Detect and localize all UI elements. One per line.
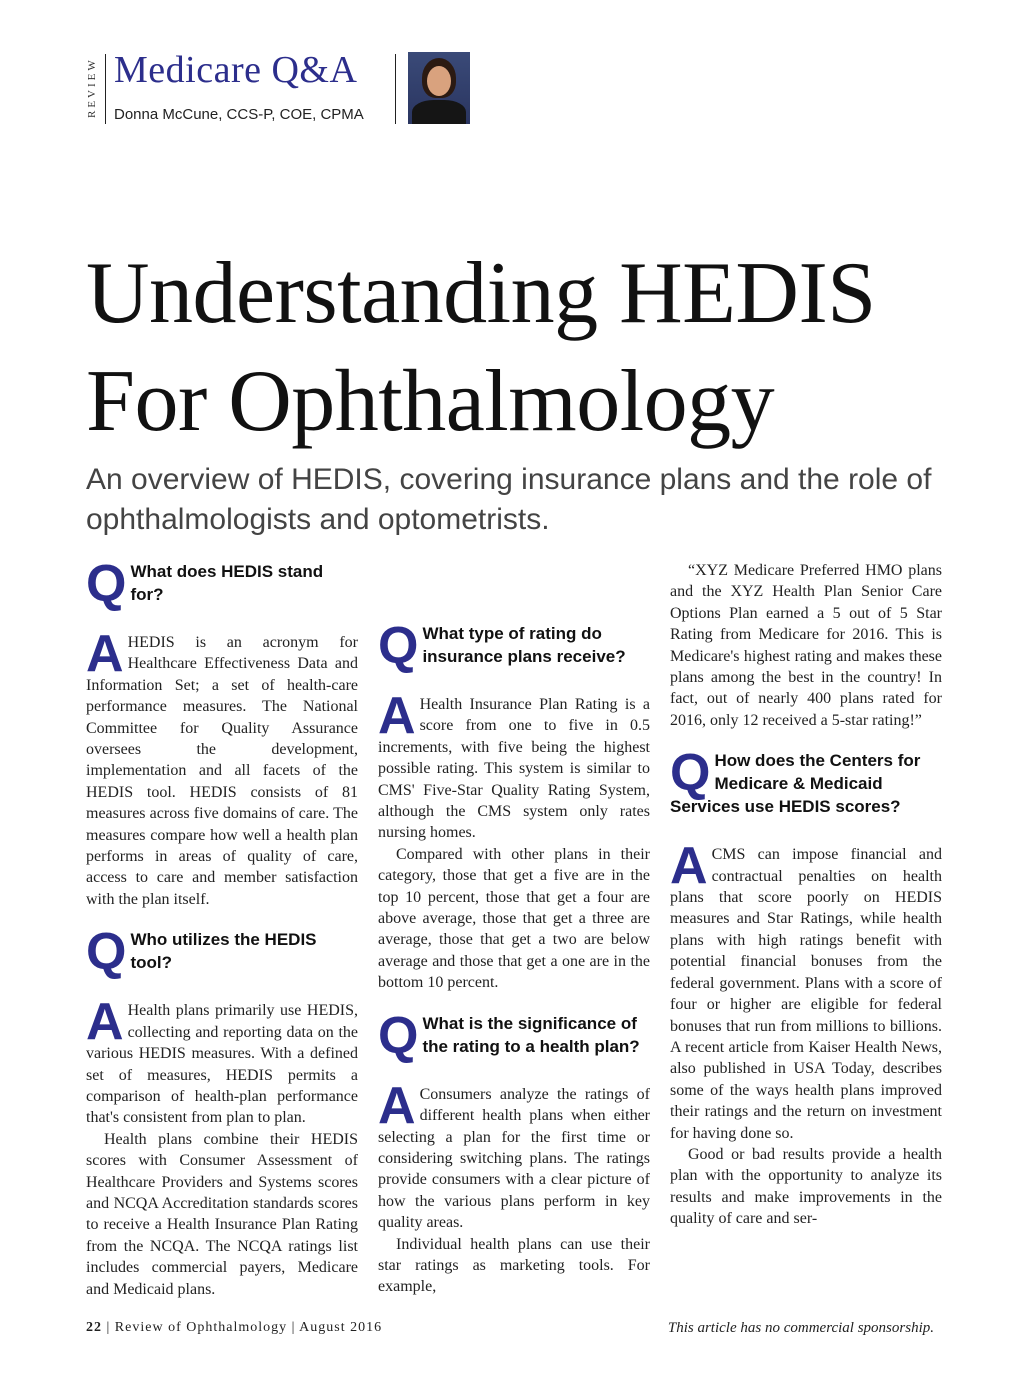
- header-divider: [105, 54, 106, 124]
- q-drop-letter: Q: [86, 923, 127, 982]
- question-text: How does the Centers for Medicare & Medicaid Services use HEDIS scores?: [670, 751, 921, 817]
- question-4: [378, 1006, 650, 1065]
- headline-line-1: Understanding HEDIS: [86, 245, 876, 342]
- question-2: [86, 923, 358, 982]
- q-drop-letter: Q: [86, 555, 127, 613]
- question-text: What is the significance of the rating to a health plan?: [422, 1013, 640, 1056]
- header-divider-right: [395, 54, 396, 124]
- question-1: [86, 555, 358, 613]
- answer-text: Consumers analyze the ratings of different health plans when either selecting a plan for the first time or considering switching plans. The ratings provide consumers with a clear picture of how the various plans perform in key quality areas.: [378, 1085, 650, 1232]
- publication-line: | Review of Ophthalmology | August 2016: [106, 1320, 383, 1335]
- author-photo: [408, 52, 470, 124]
- answer-4-paragraph-2: Individual health plans can use their star ratings as marketing tools. For example,: [378, 1235, 650, 1296]
- a-drop-letter: A: [86, 625, 124, 683]
- answer-text: Health Insurance Plan Rating is a score from one to five in 0.5 increments, with five being the highest possible rating. This system is similar to CMS' Five-Star Quality Rating System, although the CMS system only rates nursing homes.: [378, 696, 650, 842]
- headline-line-2: For Ophthalmology: [86, 353, 775, 450]
- series-title: Medicare Q&A: [114, 49, 358, 91]
- q-drop-letter: Q: [670, 744, 711, 803]
- question-5: [670, 744, 942, 818]
- page-number: 22: [86, 1320, 102, 1335]
- article-column-2: [378, 560, 650, 1298]
- sponsorship-disclaimer: This article has no commercial sponsorship.: [667, 1320, 934, 1336]
- marketing-quote: “XYZ Medicare Preferred HMO plans and the XYZ Health Plan Senior Care Options Plan earned a 5 out of 5 Star Rating from Medicare for 2016. This is Medicare's highest rating and makes these plans among the best in the country! In fact, out of nearly 400 plans rated for 2016, only 12 received a 5-star rating!”: [670, 562, 942, 729]
- q-drop-letter: Q: [378, 617, 419, 675]
- article-column-3: [670, 560, 942, 1230]
- question-3: [378, 617, 650, 675]
- column-header: [86, 48, 486, 128]
- answer-4: [378, 1076, 650, 1234]
- answer-2-paragraph-2: Health plans combine their HEDIS scores with Consumer Assessment of Healthcare Providers and Systems scores and NCQA Accreditation standards scores to receive a Health Insurance Plan Rating from the NCQA. The NCQA ratings list includes commercial payers, Medicare and Medicaid plans.: [86, 1130, 358, 1298]
- page-footer: [86, 1320, 382, 1336]
- article-headline: [86, 240, 986, 456]
- answer-1: [86, 625, 358, 910]
- answer-text: HEDIS is an acronym for Healthcare Effectiveness Data and Information Set; a set of health-care performance measures. The National Committee for Quality Assurance oversees the development, implementation and all facets of the HEDIS tool. HEDIS consists of 81 measures across five domains of care. The measures compare how well a health plan performs in areas of quality of care, access to care and member satisfaction with the plan itself.: [86, 634, 358, 908]
- article-column-1: [86, 555, 358, 1300]
- question-text: Who utilizes the HEDIS tool?: [130, 930, 317, 973]
- a-drop-letter: A: [670, 837, 708, 896]
- section-label: REVIEW: [86, 57, 98, 119]
- article-deck: An overview of HEDIS, covering insurance plans and the role of ophthalmologists and optometrists.: [86, 463, 932, 536]
- answer-5: [670, 837, 942, 1144]
- answer-2: [86, 993, 358, 1128]
- answer-text: CMS can impose financial and contractual penalties on health plans that score poorly on HEDIS measures and Star Ratings, while health plans with high ratings benefit with potential financial bonuses from the federal government. Plans with a score of four or higher are eligible for federal bonuses that run from millions to billions. A recent article from Kaiser Health News, also published in USA Today, describes some of the ways health plans improved their ratings and the return on investment for having done so.: [670, 846, 942, 1142]
- a-drop-letter: A: [378, 687, 416, 745]
- author-byline: Donna McCune, CCS-P, COE, CPMA: [114, 106, 364, 123]
- question-text: What type of rating do insurance plans receive?: [422, 624, 626, 666]
- answer-5-paragraph-2: Good or bad results provide a health plan with the opportunity to analyze its results and make improvements in the quality of care and ser-: [670, 1145, 942, 1228]
- answer-3: [378, 687, 650, 844]
- a-drop-letter: A: [378, 1076, 416, 1135]
- q-drop-letter: Q: [378, 1006, 419, 1065]
- question-text: What does HEDIS stand for?: [130, 562, 324, 604]
- answer-text: Health plans primarily use HEDIS, collecting and reporting data on the various HEDIS measures. With a defined set of measures, HEDIS permits a comparison of health-plan performance that's consistent from plan to plan.: [86, 1002, 358, 1127]
- a-drop-letter: A: [86, 993, 124, 1052]
- answer-3-paragraph-2: Compared with other plans in their category, those that get a five are in the top 10 percent, those that get a four are above average, those that get a three are average, those that get a two are below average and those that get a one are in the bottom 10 percent.: [378, 845, 650, 992]
